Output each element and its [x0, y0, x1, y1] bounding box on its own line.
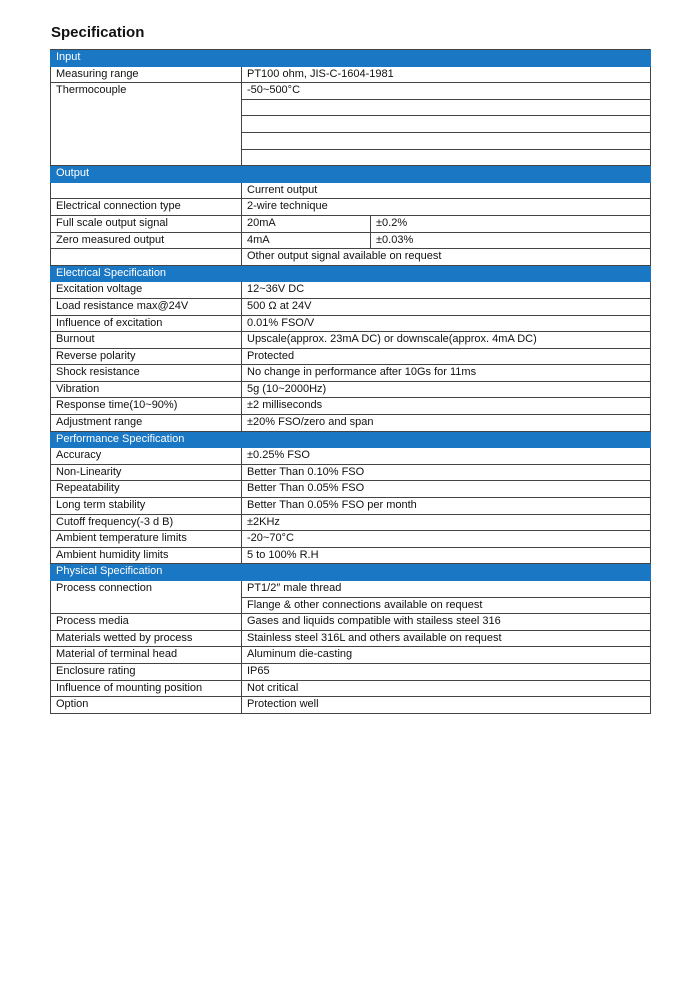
spec-value: Upscale(approx. 23mA DC) or downscale(approx. 4mA DC) [242, 332, 651, 349]
spec-row [51, 182, 651, 199]
spec-value: 0.01% FSO/V [242, 315, 651, 332]
spec-row [51, 199, 651, 216]
spec-label: Long term stability [51, 498, 242, 515]
spec-row [51, 481, 651, 498]
spec-row [51, 66, 651, 83]
spec-label: Response time(10~90%) [51, 398, 242, 415]
spec-value: ±2KHz [242, 514, 651, 531]
spec-label: Repeatability [51, 481, 242, 498]
spec-label: Ambient humidity limits [51, 547, 242, 564]
spec-value: Stainless steel 316L and others available on request [242, 630, 651, 647]
empty-cell [242, 149, 651, 166]
spec-label: Thermocouple [51, 83, 242, 166]
spec-row [51, 448, 651, 465]
spec-value: ±20% FSO/zero and span [242, 415, 651, 432]
spec-label: Adjustment range [51, 415, 242, 432]
spec-row [51, 415, 651, 432]
spec-row [51, 83, 651, 100]
spec-value: 4mA [242, 232, 371, 249]
spec-value: Better Than 0.10% FSO [242, 464, 651, 481]
spec-label: Measuring range [51, 66, 242, 83]
spec-value: 500 Ω at 24V [242, 298, 651, 315]
spec-row [51, 697, 651, 714]
spec-value: -50~500°C [242, 83, 651, 100]
spec-row [51, 215, 651, 232]
section-title: Input [51, 50, 651, 67]
spec-value: Protected [242, 348, 651, 365]
spec-label: Zero measured output [51, 232, 242, 249]
spec-label: Cutoff frequency(-3 d B) [51, 514, 242, 531]
spec-value: 2-wire technique [242, 199, 651, 216]
spec-row [51, 581, 651, 598]
spec-label: Influence of excitation [51, 315, 242, 332]
spec-row [51, 332, 651, 349]
section-title: Electrical Specification [51, 265, 651, 282]
spec-value: No change in performance after 10Gs for 11ms [242, 365, 651, 382]
spec-row [51, 547, 651, 564]
spec-value: Current output [242, 182, 651, 199]
spec-row [51, 232, 651, 249]
spec-row [51, 531, 651, 548]
spec-label: Load resistance max@24V [51, 298, 242, 315]
spec-label: Electrical connection type [51, 199, 242, 216]
section-title: Performance Specification [51, 431, 651, 448]
spec-label: Enclosure rating [51, 663, 242, 680]
section-header-input [51, 50, 651, 67]
spec-value: PT100 ohm, JIS-C-1604-1981 [242, 66, 651, 83]
spec-value: PT1/2″ male thread [242, 581, 651, 598]
spec-row [51, 464, 651, 481]
spec-label: Option [51, 697, 242, 714]
page-title: Specification [51, 24, 145, 41]
section-title: Physical Specification [51, 564, 651, 581]
empty-cell [242, 116, 651, 133]
spec-row [51, 398, 651, 415]
spec-value: IP65 [242, 663, 651, 680]
spec-row [51, 630, 651, 647]
empty-cell [51, 182, 242, 199]
empty-cell [242, 99, 651, 116]
spec-row [51, 647, 651, 664]
spec-value: Other output signal available on request [242, 249, 651, 266]
spec-row [51, 282, 651, 299]
spec-label: Full scale output signal [51, 215, 242, 232]
spec-value: Protection well [242, 697, 651, 714]
spec-label: Burnout [51, 332, 242, 349]
spec-row [51, 381, 651, 398]
spec-row [51, 365, 651, 382]
spec-row [51, 298, 651, 315]
specification-table [50, 49, 651, 714]
spec-value: Aluminum die-casting [242, 647, 651, 664]
spec-value: Better Than 0.05% FSO per month [242, 498, 651, 515]
empty-cell [242, 132, 651, 149]
spec-row [51, 498, 651, 515]
spec-row [51, 680, 651, 697]
spec-label: Non-Linearity [51, 464, 242, 481]
spec-label: Shock resistance [51, 365, 242, 382]
section-header-performance [51, 431, 651, 448]
empty-cell [51, 249, 242, 266]
section-header-output [51, 166, 651, 183]
spec-value: 5g (10~2000Hz) [242, 381, 651, 398]
spec-row [51, 348, 651, 365]
spec-label: Excitation voltage [51, 282, 242, 299]
spec-row [51, 614, 651, 631]
spec-label: Influence of mounting position [51, 680, 242, 697]
spec-row [51, 315, 651, 332]
spec-label: Process media [51, 614, 242, 631]
spec-label: Material of terminal head [51, 647, 242, 664]
spec-row [51, 249, 651, 266]
section-header-physical [51, 564, 651, 581]
spec-label: Ambient temperature limits [51, 531, 242, 548]
spec-value: Flange & other connections available on request [242, 597, 651, 614]
spec-value: Not critical [242, 680, 651, 697]
spec-value: 20mA [242, 215, 371, 232]
spec-tolerance: ±0.03% [371, 232, 651, 249]
spec-value: Gases and liquids compatible with stailess steel 316 [242, 614, 651, 631]
spec-value: ±0.25% FSO [242, 448, 651, 465]
spec-row [51, 514, 651, 531]
spec-label: Reverse polarity [51, 348, 242, 365]
spec-label: Accuracy [51, 448, 242, 465]
spec-value: 12~36V DC [242, 282, 651, 299]
spec-value: ±2 milliseconds [242, 398, 651, 415]
spec-tolerance: ±0.2% [371, 215, 651, 232]
section-title: Output [51, 166, 651, 183]
spec-value: 5 to 100% R.H [242, 547, 651, 564]
spec-value: Better Than 0.05% FSO [242, 481, 651, 498]
spec-row [51, 663, 651, 680]
section-header-electrical [51, 265, 651, 282]
spec-label: Materials wetted by process [51, 630, 242, 647]
spec-label: Process connection [51, 581, 242, 614]
spec-value: -20~70°C [242, 531, 651, 548]
spec-label: Vibration [51, 381, 242, 398]
